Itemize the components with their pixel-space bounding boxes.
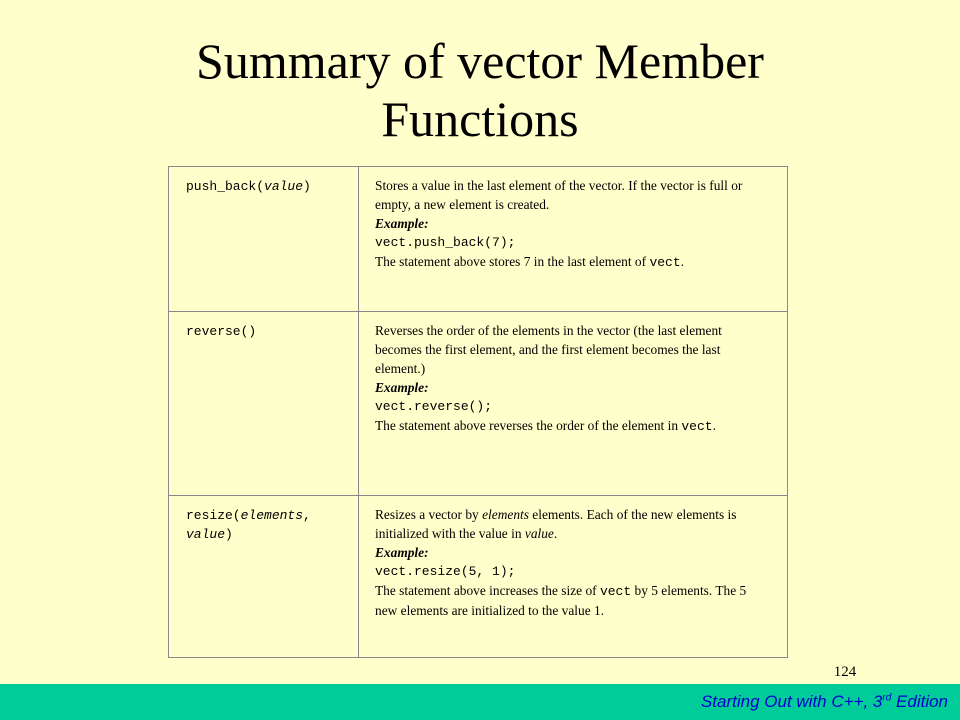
table-row	[169, 495, 787, 658]
description-text: Resizes a vector by elements elements. Each of the new elements is initialized with the value in value.	[375, 507, 737, 541]
function-description	[375, 321, 770, 436]
function-signature: push_back(value)	[186, 179, 311, 194]
footer-bar	[0, 684, 960, 720]
example-code: vect.reverse();	[375, 399, 493, 414]
footer-title: Starting Out with C++, 3rd Edition	[700, 692, 948, 711]
table-row	[169, 167, 787, 311]
slide-title	[0, 32, 960, 148]
example-code: vect.resize(5, 1);	[375, 564, 516, 579]
example-label: Example:	[375, 216, 429, 231]
description-text: Stores a value in the last element of the vector. If the vector is full or empty, a new element is created.	[375, 178, 743, 212]
example-note: The statement above increases the size of vect by 5 elements. The 5 new elements are initialized to the value 1.	[375, 583, 747, 618]
example-note: The statement above reverses the order of the element in vect.	[375, 418, 716, 434]
example-label: Example:	[375, 545, 429, 560]
function-description	[375, 505, 770, 620]
title-line-2: Functions	[381, 91, 579, 147]
description-text: Reverses the order of the elements in the vector (the last element becomes the first element, and the first element becomes the last element.)	[375, 323, 722, 376]
member-functions-table	[168, 166, 788, 658]
function-signature: resize(elements, value)	[186, 508, 311, 542]
page-number: 124	[833, 664, 857, 680]
table-row	[169, 311, 787, 496]
example-code: vect.push_back(7);	[375, 235, 516, 250]
example-label: Example:	[375, 380, 429, 395]
title-line-1: Summary of vector Member	[196, 33, 764, 89]
example-note: The statement above stores 7 in the last element of vect.	[375, 254, 685, 270]
function-description	[375, 176, 770, 272]
function-signature: reverse()	[186, 324, 257, 339]
